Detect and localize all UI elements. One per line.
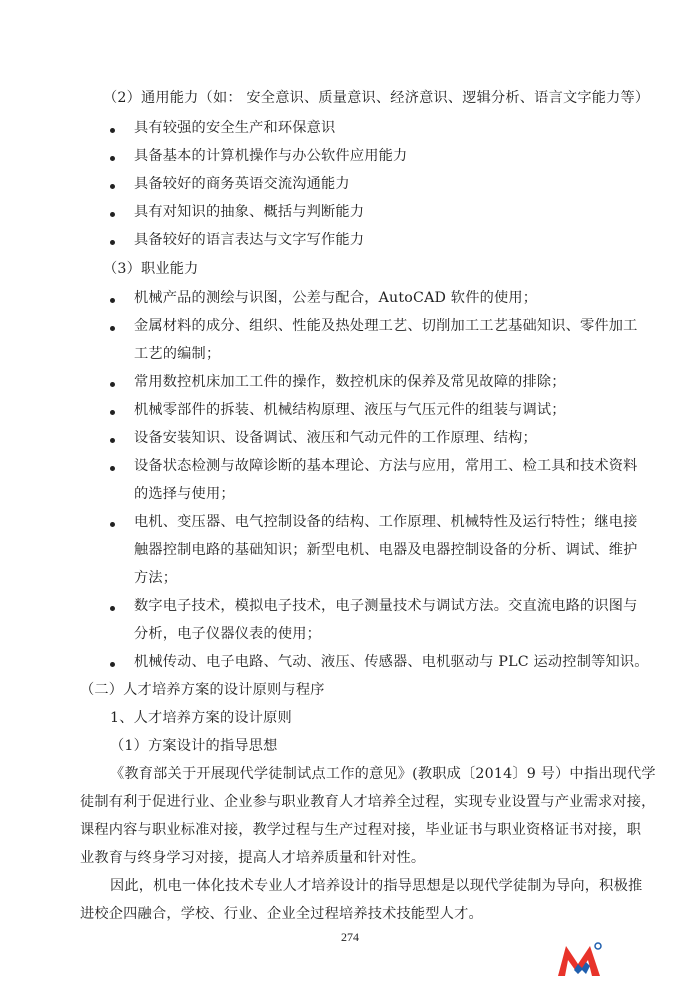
bullet-dot-icon (110, 326, 115, 331)
bullet-dot-icon (110, 662, 115, 667)
bullet-dot-icon (110, 522, 115, 527)
general-item: 具备较好的商务英语交流沟通能力 (134, 176, 350, 192)
bullet-dot-icon (110, 382, 115, 387)
subsubsection-title: （1）方案设计的指导思想 (110, 738, 278, 754)
paragraph-line: 业教育与终身学习对接，提高人才培养质量和针对性。 (80, 850, 426, 866)
professional-item-continued: 工艺的编制； (134, 346, 221, 362)
professional-item: 常用数控机床加工工件的操作，数控机床的保养及常见故障的排除； (134, 374, 566, 390)
professional-item-continued: 触器控制电路的基础知识；新型电机、电器及电器控制设备的分析、调试、维护 (134, 542, 638, 558)
bullet-dot-icon (110, 156, 115, 161)
general-item: 具有较强的安全生产和环保意识 (134, 120, 336, 136)
paragraph-line: 因此，机电一体化技术专业人才培养设计的指导思想是以现代学徒制为导向，积极推 (110, 878, 643, 894)
general-item: 具有对知识的抽象、概括与判断能力 (134, 204, 365, 220)
section-title: （二）人才培养方案的设计原则与程序 (80, 682, 325, 698)
paragraph-line: 徒制有利于促进行业、企业参与职业教育人才培养全过程，实现专业设置与产业需求对接， (80, 794, 656, 810)
professional-item: 机械传动、电子电路、气动、液压、传感器、电机驱动与 PLC 运动控制等知识。 (134, 654, 649, 670)
page-number: 274 (341, 930, 359, 944)
bullet-dot-icon (110, 128, 115, 133)
professional-item: 电机、变压器、电气控制设备的结构、工作原理、机械特性及运行特性；继电接 (134, 514, 638, 530)
bullet-dot-icon (110, 298, 115, 303)
professional-item-continued: 分析，电子仪器仪表的使用； (134, 626, 322, 642)
bullet-dot-icon (110, 438, 115, 443)
general-item: 具备基本的计算机操作与办公软件应用能力 (134, 148, 408, 164)
paragraph-line: 《教育部关于开展现代学徒制试点工作的意见》(教职成〔2014〕9 号）中指出现代学 (110, 766, 656, 782)
bullet-dot-icon (110, 212, 115, 217)
professional-item: 数字电子技术，模拟电子技术，电子测量技术与调试方法。交直流电路的识图与 (134, 598, 638, 614)
professional-item: 设备安装知识、设备调试、液压和气动元件的工作原理、结构； (134, 430, 537, 446)
bullet-dot-icon (110, 410, 115, 415)
bullet-dot-icon (110, 240, 115, 245)
paragraph-line: 进校企四融合，学校、行业、企业全过程培养技术技能型人才。 (80, 906, 483, 922)
professional-item: 机械产品的测绘与识图，公差与配合，AutoCAD 软件的使用； (134, 290, 538, 306)
professional-item-continued: 方法； (134, 570, 178, 586)
professional-ability-heading: （3）职业能力 (103, 261, 199, 277)
professional-item: 金属材料的成分、组织、性能及热处理工艺、切削加工工艺基础知识、零件加工 (134, 318, 638, 334)
professional-item: 设备状态检测与故障诊断的基本理论、方法与应用，常用工、检工具和技术资料 (134, 458, 638, 474)
bullet-dot-icon (110, 606, 115, 611)
professional-item-continued: 的选择与使用； (134, 486, 235, 502)
paragraph-line: 课程内容与职业标准对接，教学过程与生产过程对接，毕业证书与职业资格证书对接，职 (80, 822, 642, 838)
bullet-dot-icon (110, 184, 115, 189)
subsection-title: 1、人才培养方案的设计原则 (110, 710, 292, 726)
professional-item: 机械零部件的拆装、机械结构原理、液压与气压元件的组装与调试； (134, 402, 566, 418)
bullet-dot-icon (110, 466, 115, 471)
publisher-logo-icon (556, 940, 604, 980)
general-ability-heading: （2）通用能力（如： 安全意识、质量意识、经济意识、逻辑分析、语言文字能力等） (103, 90, 650, 106)
general-item: 具备较好的语言表达与文字写作能力 (134, 232, 365, 248)
